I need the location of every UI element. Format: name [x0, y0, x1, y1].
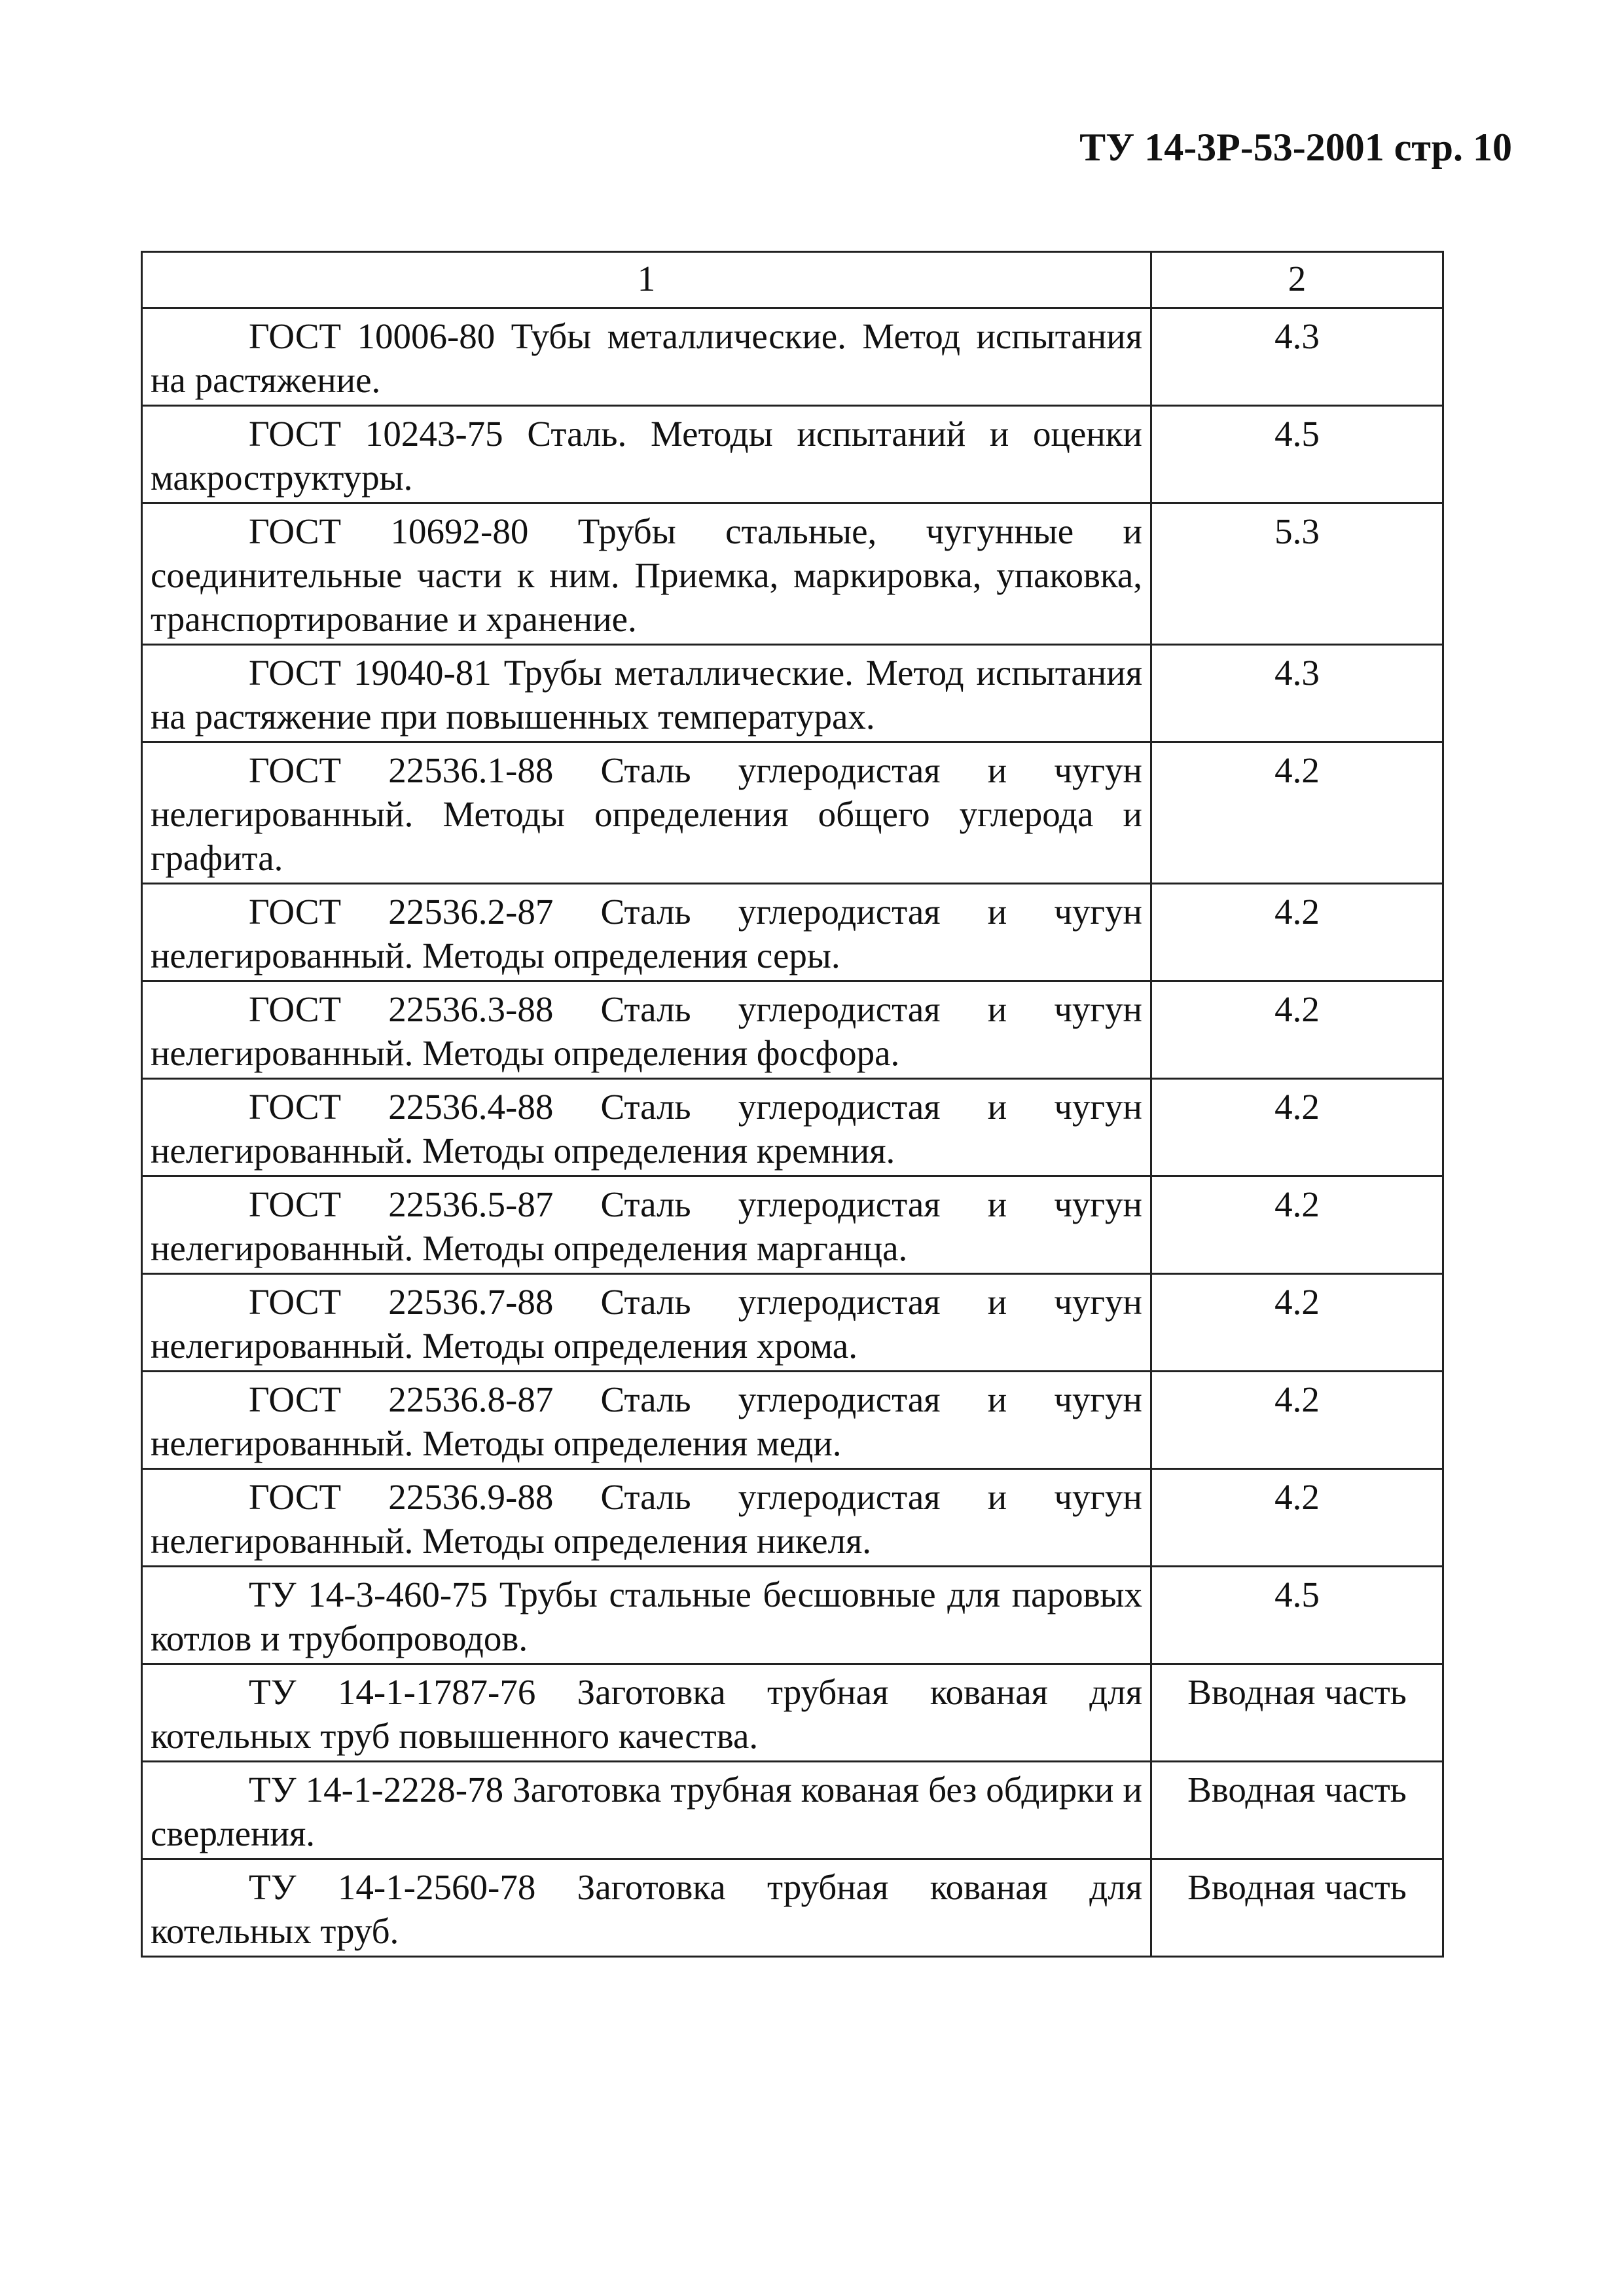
page-header: ТУ 14-3Р-53-2001 стр. 10: [1079, 126, 1512, 169]
table-row: [142, 308, 1443, 406]
table-row: [142, 742, 1443, 884]
clause-cell: 4.2: [1151, 742, 1443, 884]
clause-cell: 4.2: [1151, 1176, 1443, 1274]
document-cell: ГОСТ 22536.1-88 Сталь углеродистая и чугун нелегированный. Методы определения общего углерода и графита.: [142, 742, 1151, 884]
clause-cell: 4.2: [1151, 884, 1443, 981]
clause-cell: Вводная часть: [1151, 1762, 1443, 1859]
clause-cell: 4.2: [1151, 1469, 1443, 1567]
column-header-2: 2: [1151, 252, 1443, 308]
table-row: [142, 645, 1443, 742]
clause-cell: 4.5: [1151, 1567, 1443, 1664]
clause-cell: 4.2: [1151, 981, 1443, 1079]
table-row: [142, 1274, 1443, 1372]
table-row: [142, 1664, 1443, 1762]
document-cell: ТУ 14-3-460-75 Трубы стальные бесшовные для паровых котлов и трубопроводов.: [142, 1567, 1151, 1664]
document-cell: ГОСТ 19040-81 Трубы металлические. Метод испытания на растяжение при повышенных температурах.: [142, 645, 1151, 742]
table-row: [142, 1567, 1443, 1664]
clause-cell: 4.3: [1151, 645, 1443, 742]
column-header-1: 1: [142, 252, 1151, 308]
table-row: [142, 1372, 1443, 1469]
clause-cell: 4.2: [1151, 1372, 1443, 1469]
document-cell: ГОСТ 22536.5-87 Сталь углеродистая и чугун нелегированный. Методы определения марганца.: [142, 1176, 1151, 1274]
table-row: [142, 981, 1443, 1079]
document-cell: ТУ 14-1-1787-76 Заготовка трубная кованая для котельных труб повышенного качества.: [142, 1664, 1151, 1762]
table-row: [142, 1469, 1443, 1567]
table-row: [142, 884, 1443, 981]
document-cell: ГОСТ 22536.9-88 Сталь углеродистая и чугун нелегированный. Методы определения никеля.: [142, 1469, 1151, 1567]
table-row: [142, 1079, 1443, 1176]
clause-cell: 4.3: [1151, 308, 1443, 406]
clause-cell: 4.2: [1151, 1274, 1443, 1372]
clause-cell: Вводная часть: [1151, 1664, 1443, 1762]
document-cell: ГОСТ 22536.7-88 Сталь углеродистая и чугун нелегированный. Методы определения хрома.: [142, 1274, 1151, 1372]
clause-cell: 5.3: [1151, 503, 1443, 645]
document-cell: ГОСТ 22536.2-87 Сталь углеродистая и чугун нелегированный. Методы определения серы.: [142, 884, 1151, 981]
document-cell: ГОСТ 10243-75 Сталь. Методы испытаний и оценки макроструктуры.: [142, 406, 1151, 503]
document-cell: ГОСТ 22536.8-87 Сталь углеродистая и чугун нелегированный. Методы определения меди.: [142, 1372, 1151, 1469]
table-row: [142, 1859, 1443, 1957]
table-row: [142, 503, 1443, 645]
document-cell: ТУ 14-1-2560-78 Заготовка трубная кованая для котельных труб.: [142, 1859, 1151, 1957]
clause-cell: 4.2: [1151, 1079, 1443, 1176]
clause-cell: Вводная часть: [1151, 1859, 1443, 1957]
clause-cell: 4.5: [1151, 406, 1443, 503]
document-cell: ГОСТ 22536.3-88 Сталь углеродистая и чугун нелегированный. Методы определения фосфора.: [142, 981, 1151, 1079]
reference-documents-table: [141, 251, 1444, 1958]
table-row: [142, 406, 1443, 503]
table-header-row: [142, 252, 1443, 308]
document-cell: ГОСТ 10006-80 Тубы металлические. Метод испытания на растяжение.: [142, 308, 1151, 406]
table-row: [142, 1176, 1443, 1274]
document-cell: ТУ 14-1-2228-78 Заготовка трубная кованая без обдирки и сверления.: [142, 1762, 1151, 1859]
table-row: [142, 1762, 1443, 1859]
document-cell: ГОСТ 22536.4-88 Сталь углеродистая и чугун нелегированный. Методы определения кремния.: [142, 1079, 1151, 1176]
document-cell: ГОСТ 10692-80 Трубы стальные, чугунные и соединительные части к ним. Приемка, маркировка, упаковка, транспортирование и хранение.: [142, 503, 1151, 645]
